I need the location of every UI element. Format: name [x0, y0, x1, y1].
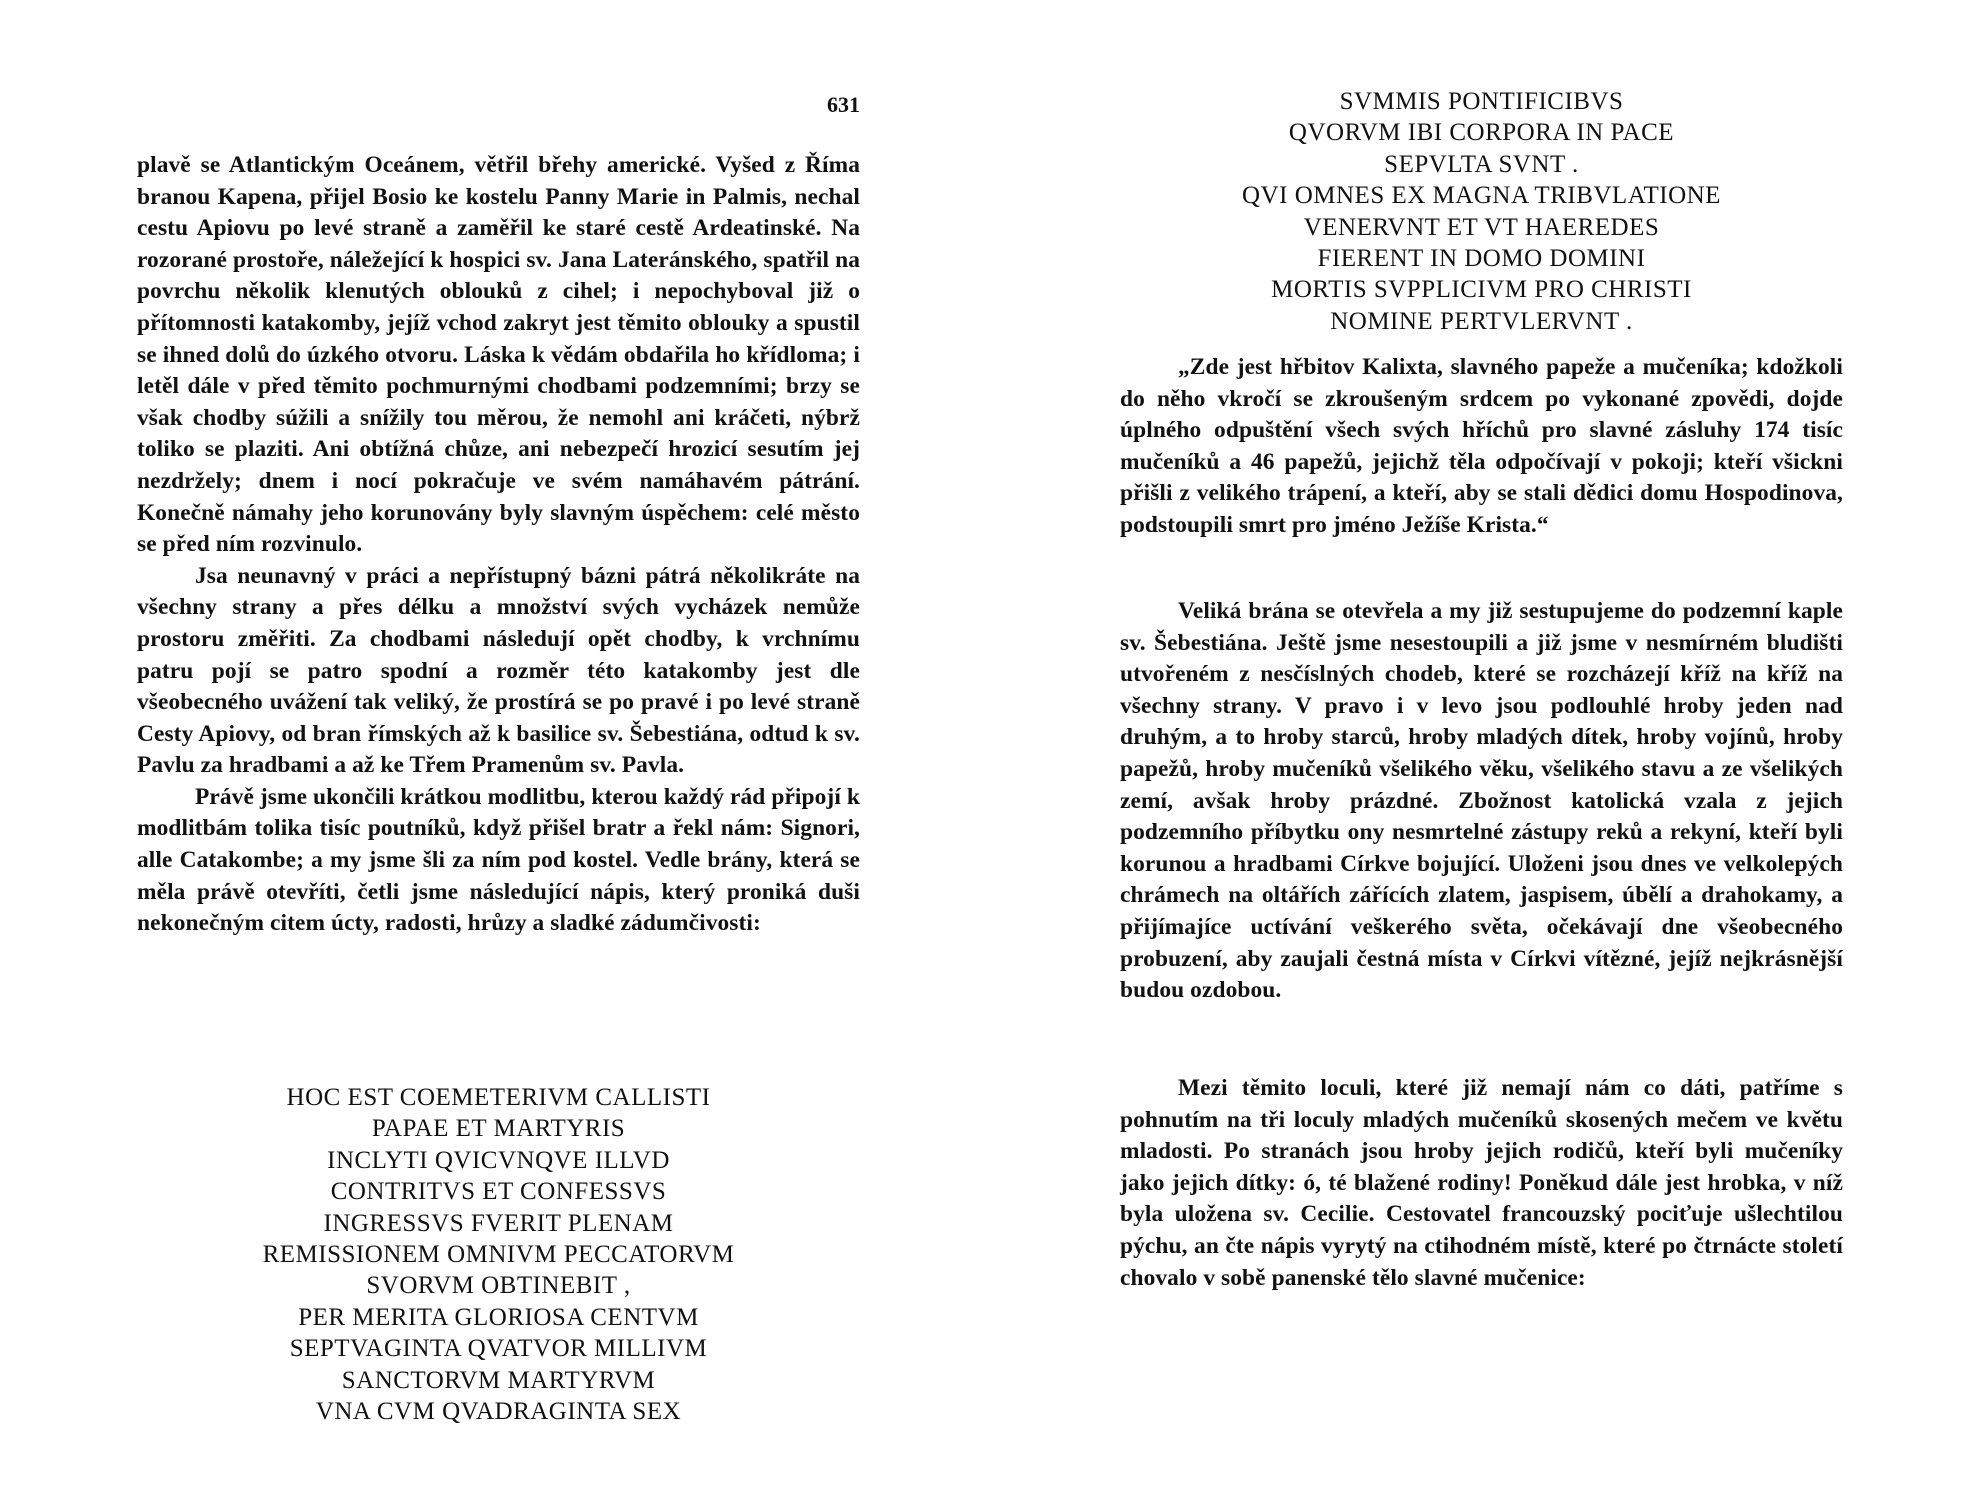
inscription-line: MORTIS SVPPLICIVM PRO CHRISTI — [1271, 276, 1692, 304]
inscription-line: VENERVNT ET VT HAEREDES — [1303, 213, 1660, 241]
inscription-line: QVI OMNES EX MAGNA TRIBVLATIONE — [1242, 182, 1721, 210]
inscription-line: PAPAE ET MARTYRIS — [371, 1115, 626, 1143]
translation-block — [1120, 352, 1843, 542]
inscription-line: CONTRITVS ET CONFESSVS — [330, 1178, 667, 1206]
inscription-line: SANCTORVM MARTYRVM — [341, 1366, 656, 1394]
paragraph: Veliká brána se otevřela a my již sestupujeme do podzemní kaple sv. Šebestiána. Ještě jsme nesestoupili a již jsme v nesmírném bludišti utvořeném z nesčíslných chodeb, které se rozcházejí kříž na kříž na všechny strany. V pravo i v levo jsou podlouhlé hroby jeden nad druhým, a to hroby starců, hroby mladých dítek, hroby vojínů, hroby papežů, hroby mučeníků všelikého věku, všelikého stavu a ze všelikých zemí, avšak hroby prázdné. Zbožnost katolická vzala z jejich podzemního příbytku ony nesmrtelné zástupy reků a rekyní, kteří byli korunou a hradbami Církve bojující. Uloženi jsou dnes ve velkolepých chrámech na oltářích zářících zlatem, jaspisem, úbělí a drahokamy, a přijímajíce uctívání veškerého světa, očekávají dne všeobecného probuzení, aby zaujali čestná místa v Církvi vítězné, jejíž nejkrásnější budou ozdobou. — [1120, 598, 1843, 1004]
translation-paragraph: „Zde jest hřbitov Kalixta, slavného papeže a mučeníka; kdožkoli do něho vkročí se zkroušeným srdcem po vykonané zpovědi, dojde úplného odpuštění všech svých hříchů pro slavné zásluhy 174 tisíc mučeníků a 46 papežů, jejichž těla odpočívají v pokoji; kteří všickni přišli z velikého trápení, a kteří, aby se stali dědici domu Hospodinova, podstoupili smrt pro jméno Ježíše Krista.“ — [1120, 354, 1843, 538]
inscription-line: HOC EST COEMETERIVM CALLISTI — [286, 1084, 711, 1111]
inscription-line: SEPVLTA SVNT . — [1384, 150, 1579, 178]
latin-inscription-right — [1120, 86, 1843, 337]
inscription-line: SVORVM OBTINEBIT , — [366, 1272, 631, 1300]
inscription-line: NOMINE PERTVLERVNT . — [1330, 307, 1633, 335]
inscription-line: INCLYTI QVICVNQVE ILLVD — [327, 1146, 670, 1174]
page-number: 631 — [827, 92, 860, 117]
left-body-text — [137, 150, 860, 940]
paragraph: Mezi těmito loculi, které již nemají nám co dáti, patříme s pohnutím na tři loculy mladých mučeníků skosených mečem ve květu mladosti. Po stranách jsou hroby jejich rodičů, kteří byli mučeníky jako jejich dítky: ó, té blažené rodiny! Poněkud dále jest hrobka, v níž byla uložena sv. Cecilie. Cestovatel francouzský pociťuje ušlechtilou pýchu, an čte nápis vyrytý na ctihodném místě, které po čtrnácte století chovalo v sobě panenské tělo slavné mučenice: — [1120, 1075, 1843, 1291]
inscription-line: VNA CVM QVADRAGINTA SEX — [315, 1398, 682, 1426]
paragraph: Právě jsme ukončili krátkou modlitbu, kterou každý rád připojí k modlitbám tolika tisíc poutníků, když přišel bratr a řekl nám: Signori, alle Catakombe; a my jsme šli za ním pod kostel. Vedle brány, která se měla právě otevříti, četli jsme následující nápis, který proniká duši nekonečným citem úcty, radosti, hrůzy a sladké zádumčivosti: — [137, 783, 860, 937]
latin-inscription-left — [137, 1082, 860, 1427]
paragraph: plavě se Atlantickým Oceánem, větřil břehy americké. Vyšed z Říma branou Kapena, přijel Bosio ke kostelu Panny Marie in Palmis, nechal cestu Apiovu po levé straně a zaměřil ke staré cestě Ardeatinské. Na rozorané prostoře, náležející k hospici sv. Jana Lateránského, spatřil na povrchu několik klenutých oblouků z cihel; i nepochyboval již o přítomnosti katakomby, jejíž vchod zakryt jest těmito oblouky a spustil se ihned dolů do úzkého otvoru. Láska k vědám obdařila ho křídloma; i letěl dále v před těmito pochmurnými chodbami podzemními; brzy se však chodby súžili a snížily tou měrou, že nemohl ani kráčeti, nýbrž toliko se plaziti. Ani obtížná chůze, ani nebezpečí hrozicí sesutím jej nezdržely; dnem i nocí pokračuje ve svém namáhavém pátrání. Konečně námahy jeho korunovány byly slavným úspěchem: celé město se před ním rozvinulo. — [137, 152, 860, 558]
inscription-line: QVORVM IBI CORPORA IN PACE — [1288, 119, 1675, 147]
inscription-line: SVMMIS PONTIFICIBVS — [1339, 88, 1624, 115]
inscription-line: FIERENT IN DOMO DOMINI — [1317, 245, 1646, 273]
paragraph: Jsa neunavný v práci a nepřístupný bázni pátrá několikráte na všechny strany a přes délku a množství svých vycházek nemůže prostoru změřiti. Za chodbami následují opět chodby, k vrchnímu patru pojí se patro spodní a rozměr této katakomby jest dle všeobecného uvážení tak veliký, že prostírá se po pravé i po levé straně Cesty Apiovy, od bran římských až k basilice sv. Šebestiána, odtud k sv. Pavlu za hradbami a až ke Třem Pramenům sv. Pavla. — [137, 562, 860, 779]
inscription-line: REMISSIONEM OMNIVM PECCATORVM — [262, 1241, 735, 1269]
right-body-text-2 — [1120, 1073, 1843, 1294]
inscription-line: INGRESSVS FVERIT PLENAM — [323, 1209, 674, 1237]
inscription-line: SEPTVAGINTA QVATVOR MILLIVM — [289, 1335, 708, 1363]
inscription-line: PER MERITA GLORIOSA CENTVM — [298, 1303, 699, 1331]
right-body-text — [1120, 596, 1843, 1007]
